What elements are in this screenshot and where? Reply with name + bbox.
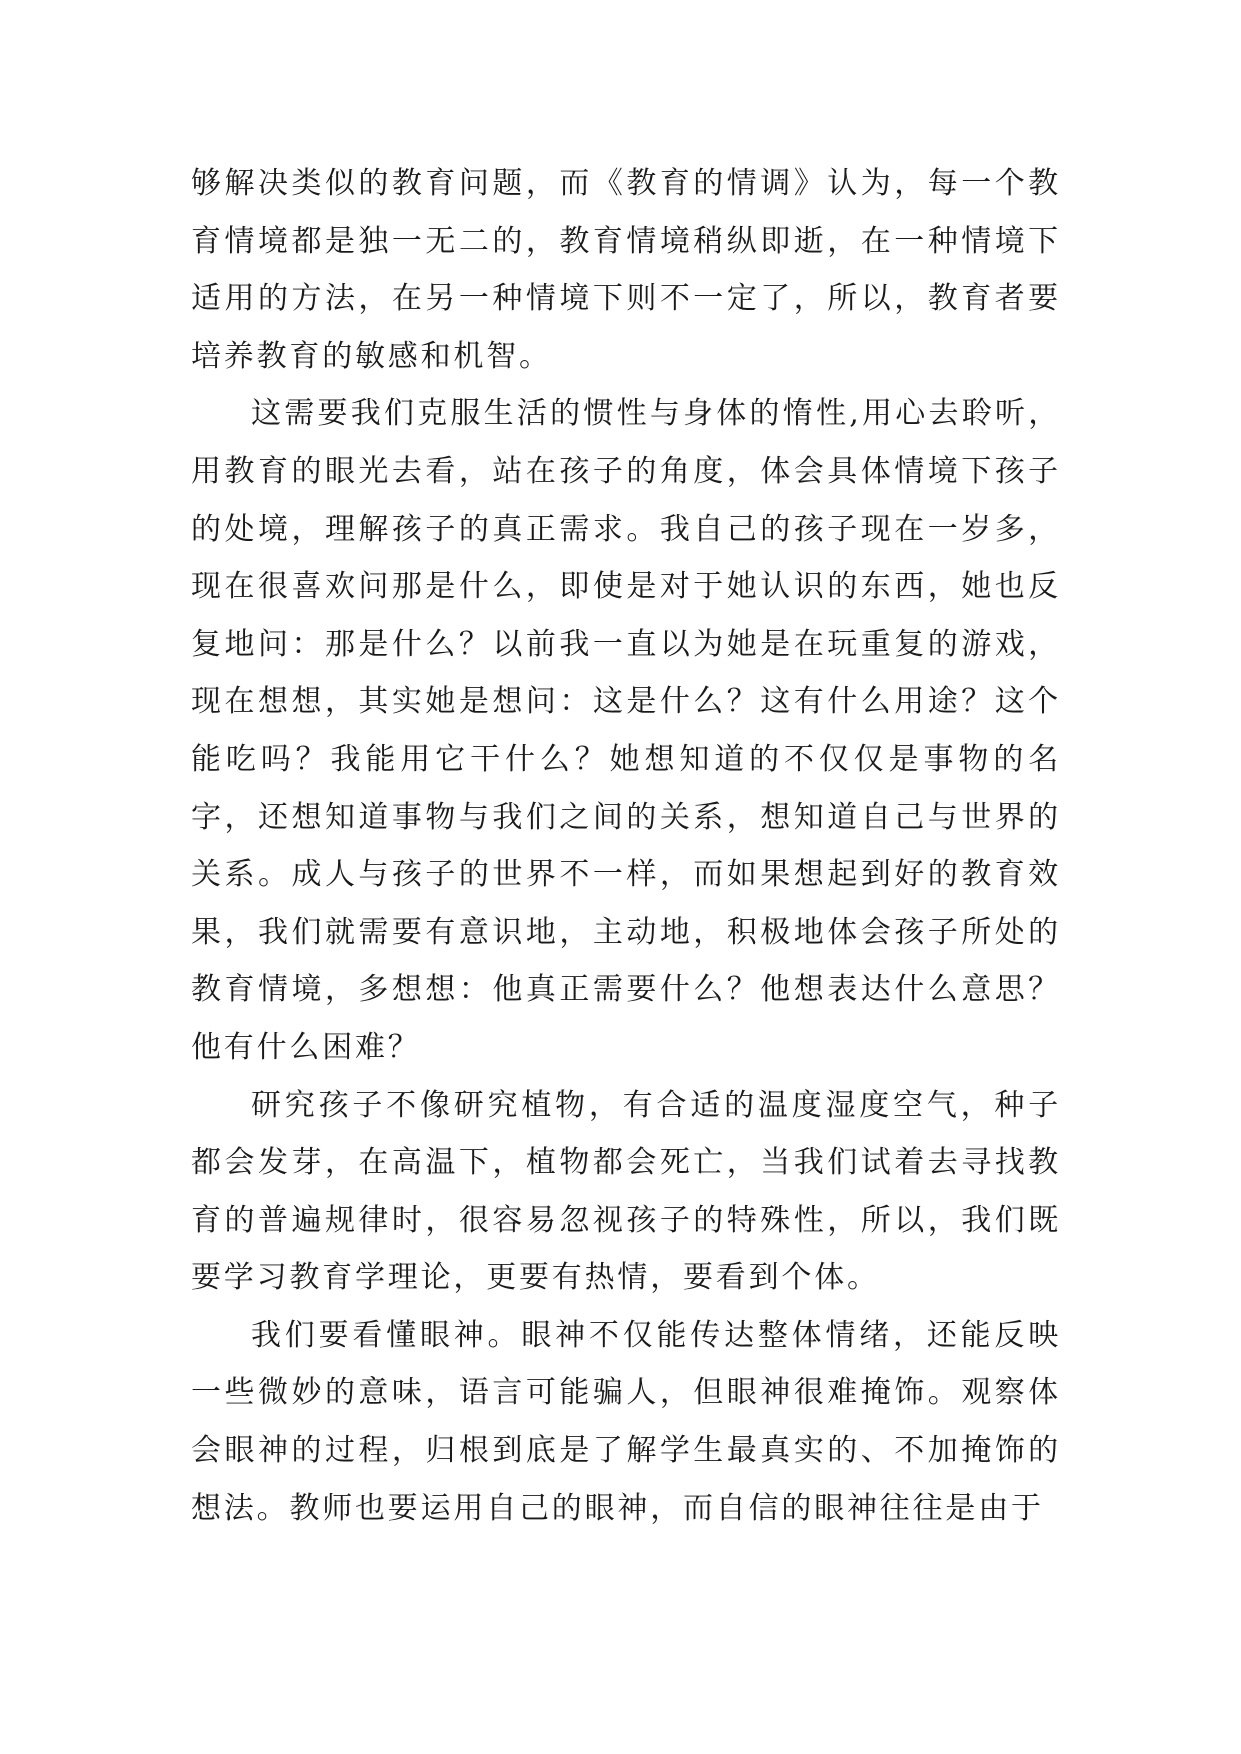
paragraph-2: 这需要我们克服生活的惯性与身体的惰性,用心去聆听，用教育的眼光去看，站在孩子的角度，体会具体情境下孩子的处境，理解孩子的真正需求。我自己的孩子现在一岁多，现在很喜欢问那是什么，即使是对于她认识的东西，她也反复地问：那是什么？以前我一直以为她是在玩重复的游戏，现在想想，其实她是想问：这是什么？这有什么用途？这个能吃吗？我能用它干什么？她想知道的不仅仅是事物的名字，还想知道事物与我们之间的关系，想知道自己与世界的关系。成人与孩子的世界不一样，而如果想起到好的教育效果，我们就需要有意识地，主动地，积极地体会孩子所处的教育情境，多想想：他真正需要什么？他想表达什么意思？他有什么困难？	[191, 396, 1061, 1065]
body-text	[191, 155, 1061, 1537]
paragraph-1: 够解决类似的教育问题，而《教育的情调》认为，每一个教育情境都是独一无二的，教育情境稍纵即逝，在一种情境下适用的方法，在另一种情境下则不一定了，所以，教育者要培养教育的敏感和机智。	[191, 166, 1061, 374]
paragraph-3: 研究孩子不像研究植物，有合适的温度湿度空气，种子都会发芽，在高温下，植物都会死亡，当我们试着去寻找教育的普遍规律时，很容易忽视孩子的特殊性，所以，我们既要学习教育学理论，更要有热情，要看到个体。	[191, 1087, 1061, 1296]
paragraph-4: 我们要看懂眼神。眼神不仅能传达整体情绪，还能反映一些微妙的意味，语言可能骗人，但眼神很难掩饰。观察体会眼神的过程，归根到底是了解学生最真实的、不加掩饰的想法。教师也要运用自己的眼神，而自信的眼神往往是由于	[191, 1317, 1061, 1526]
